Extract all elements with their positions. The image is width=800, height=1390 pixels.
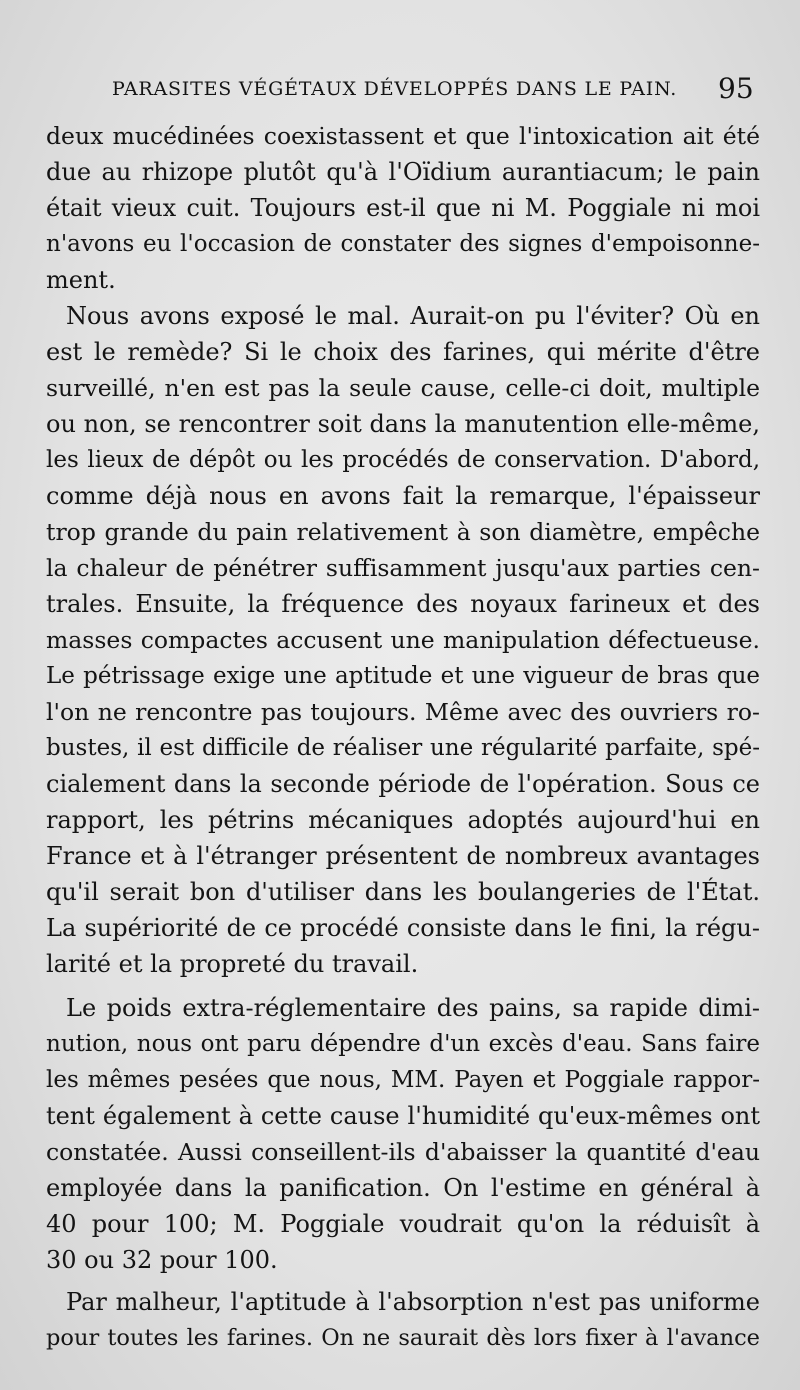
running-title: PARASITES VÉGÉTAUX DÉVELOPPÉS DANS LE PAIN. (112, 78, 678, 100)
text-line: l'on ne rencontre pas toujours. Même avec des ouvriers ro- (46, 698, 760, 726)
text-line: rapport, les pétrins mécaniques adoptés aujourd'hui en (46, 806, 760, 834)
text-line: qu'il serait bon d'utiliser dans les boulangeries de l'État. (46, 878, 760, 906)
text-line: due au rhizope plutôt qu'à l'Oïdium aurantiacum; le pain (46, 158, 760, 186)
text-line: bustes, il est difficile de réaliser une régularité parfaite, spé- (46, 735, 760, 761)
text-line: La supériorité de ce procédé consiste dans le fini, la régu- (46, 914, 760, 942)
text-line: Par malheur, l'aptitude à l'absorption n'est pas uniforme (66, 1288, 760, 1316)
text-line: la chaleur de pénétrer suffisamment jusqu'aux parties cen- (46, 554, 760, 582)
text-line: comme déjà nous en avons fait la remarque, l'épaisseur (46, 482, 760, 510)
text-line: cialement dans la seconde période de l'opération. Sous ce (46, 770, 760, 798)
text-line: larité et la propreté du travail. (46, 950, 419, 978)
text-line: Le poids extra-réglementaire des pains, sa rapide dimi- (66, 994, 760, 1022)
text-line: nution, nous ont paru dépendre d'un excès d'eau. Sans faire (46, 1031, 760, 1057)
text-line: Le pétrissage exige une aptitude et une vigueur de bras que (46, 663, 760, 689)
text-line: ou non, se rencontrer soit dans la manutention elle-même, (46, 410, 760, 438)
text-line: trop grande du pain relativement à son diamètre, empêche (46, 518, 760, 546)
text-line: pour toutes les farines. On ne saurait dès lors fixer à l'avance (46, 1325, 760, 1351)
text-line: Nous avons exposé le mal. Aurait-on pu l'éviter? Où en (66, 302, 760, 330)
text-line: n'avons eu l'occasion de constater des signes d'empoisonne- (46, 231, 760, 257)
text-line: ment. (46, 266, 116, 294)
text-line: tent également à cette cause l'humidité qu'eux-mêmes ont (46, 1102, 760, 1130)
text-line: était vieux cuit. Toujours est-il que ni M. Poggiale ni moi (46, 194, 760, 222)
text-line: masses compactes accusent une manipulation défectueuse. (46, 626, 760, 654)
text-line: constatée. Aussi conseillent-ils d'abaisser la quantité d'eau (46, 1138, 760, 1166)
text-line: employée dans la panification. On l'estime en général à (46, 1174, 760, 1202)
text-line: les lieux de dépôt ou les procédés de conservation. D'abord, (46, 447, 760, 473)
text-line: surveillé, n'en est pas la seule cause, celle-ci doit, multiple (46, 374, 760, 402)
text-line: 30 ou 32 pour 100. (46, 1246, 278, 1274)
text-line: est le remède? Si le choix des farines, qui mérite d'être (46, 338, 760, 366)
text-line: 40 pour 100; M. Poggiale voudrait qu'on la réduisît à (46, 1210, 760, 1238)
text-line: trales. Ensuite, la fréquence des noyaux farineux et des (46, 590, 760, 618)
text-line: France et à l'étranger présentent de nombreux avantages (46, 842, 760, 870)
text-line: les mêmes pesées que nous, MM. Payen et Poggiale rappor- (46, 1067, 760, 1093)
page-number: 95 (718, 72, 754, 105)
text-line: deux mucédinées coexistassent et que l'intoxication ait été (46, 122, 760, 150)
